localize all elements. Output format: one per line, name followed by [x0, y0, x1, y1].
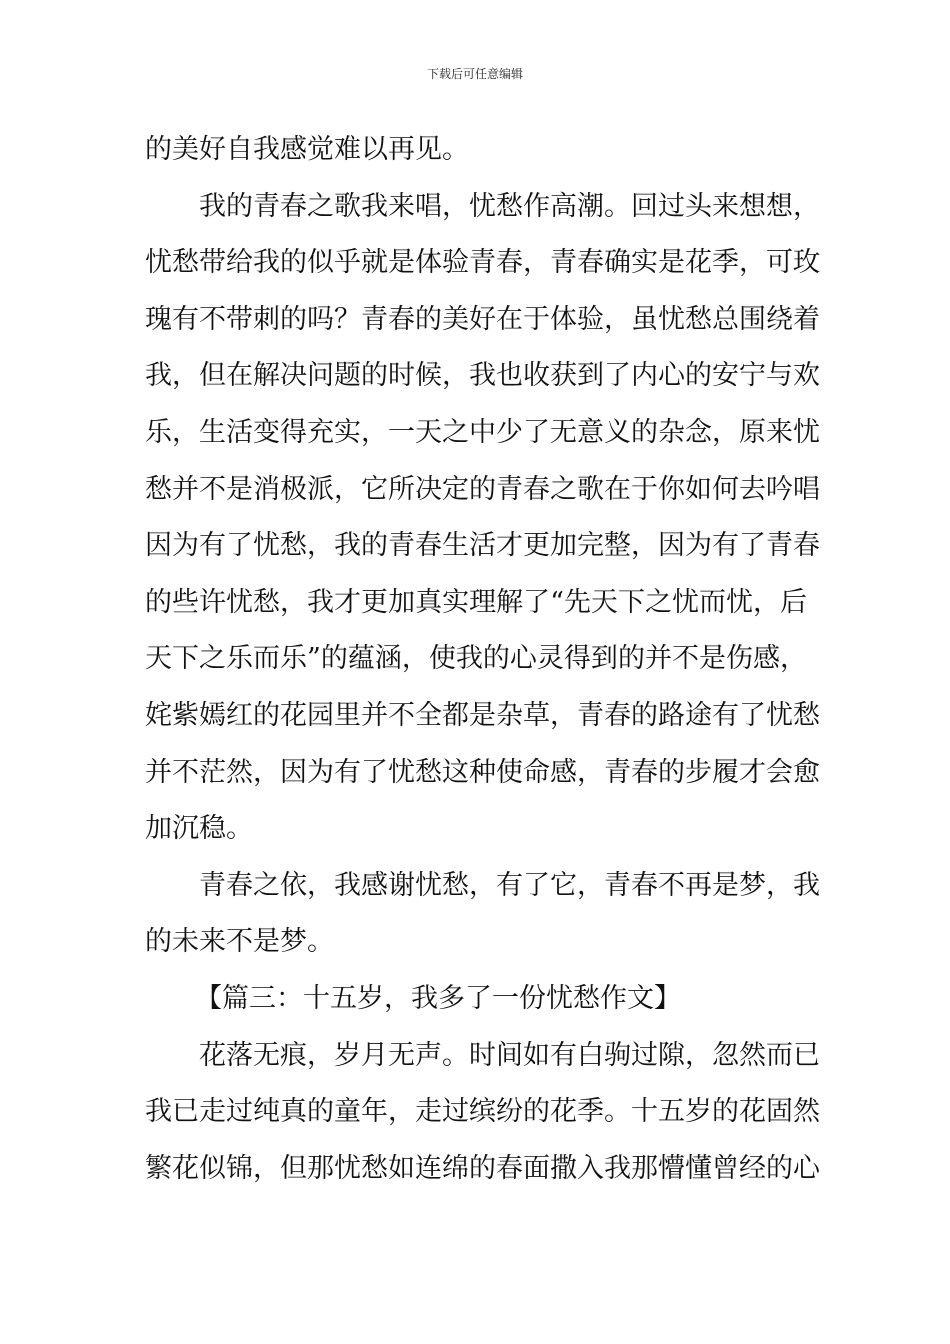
text-line: 繁花似锦，但那忧愁如连绵的春面撒入我那懵懂曾经的心	[145, 1152, 820, 1184]
text-line: 愁并不是消极派，它所决定的青春之歌在于你如何去吟唱	[145, 473, 820, 505]
page-header: 下载后可任意编辑	[426, 67, 523, 81]
section-heading: 【篇三：十五岁，我多了一份忧愁作文】	[195, 982, 681, 1014]
text-line: 忧愁带给我的似乎就是体验青春，青春确实是花季，可玫	[145, 247, 820, 279]
text-line: 并不茫然，因为有了忧愁这种使命感，青春的步履才会愈	[145, 756, 820, 788]
text-line: 我已走过纯真的童年，走过缤纷的花季。十五岁的花固然	[145, 1096, 820, 1128]
text-line: 因为有了忧愁，我的青春生活才更加完整，因为有了青春	[145, 530, 820, 562]
text-line: 瑰有不带刺的吗？青春的美好在于体验，虽忧愁总围绕着	[145, 303, 820, 335]
text-line: 加沉稳。	[145, 813, 253, 845]
paragraph-start-line: 青春之依，我感谢忧愁，有了它，青春不再是梦，我	[199, 869, 820, 901]
text-line: 乐，生活变得充实，一天之中少了无意义的杂念，原来忧	[145, 416, 820, 448]
document-body	[145, 122, 820, 1197]
text-line: 的美好自我感觉难以再见。	[145, 134, 469, 165]
text-line: 姹紫嫣红的花园里并不全都是杂草，青春的路途有了忧愁	[145, 699, 820, 731]
text-line: 的未来不是梦。	[145, 926, 334, 958]
text-line: 的些许忧愁，我才更加真实理解了“先天下之忧而忧，后	[145, 586, 807, 618]
text-line: 天下之乐而乐”的蕴涵，使我的心灵得到的并不是伤感，	[145, 643, 807, 675]
paragraph-start-line: 花落无痕，岁月无声。时间如有白驹过隙，忽然而已	[199, 1039, 820, 1071]
text-line: 我，但在解决问题的时候，我也收获到了内心的安宁与欢	[145, 360, 820, 392]
paragraph-start-line: 我的青春之歌我来唱，忧愁作高潮。回过头来想想，	[199, 190, 820, 222]
